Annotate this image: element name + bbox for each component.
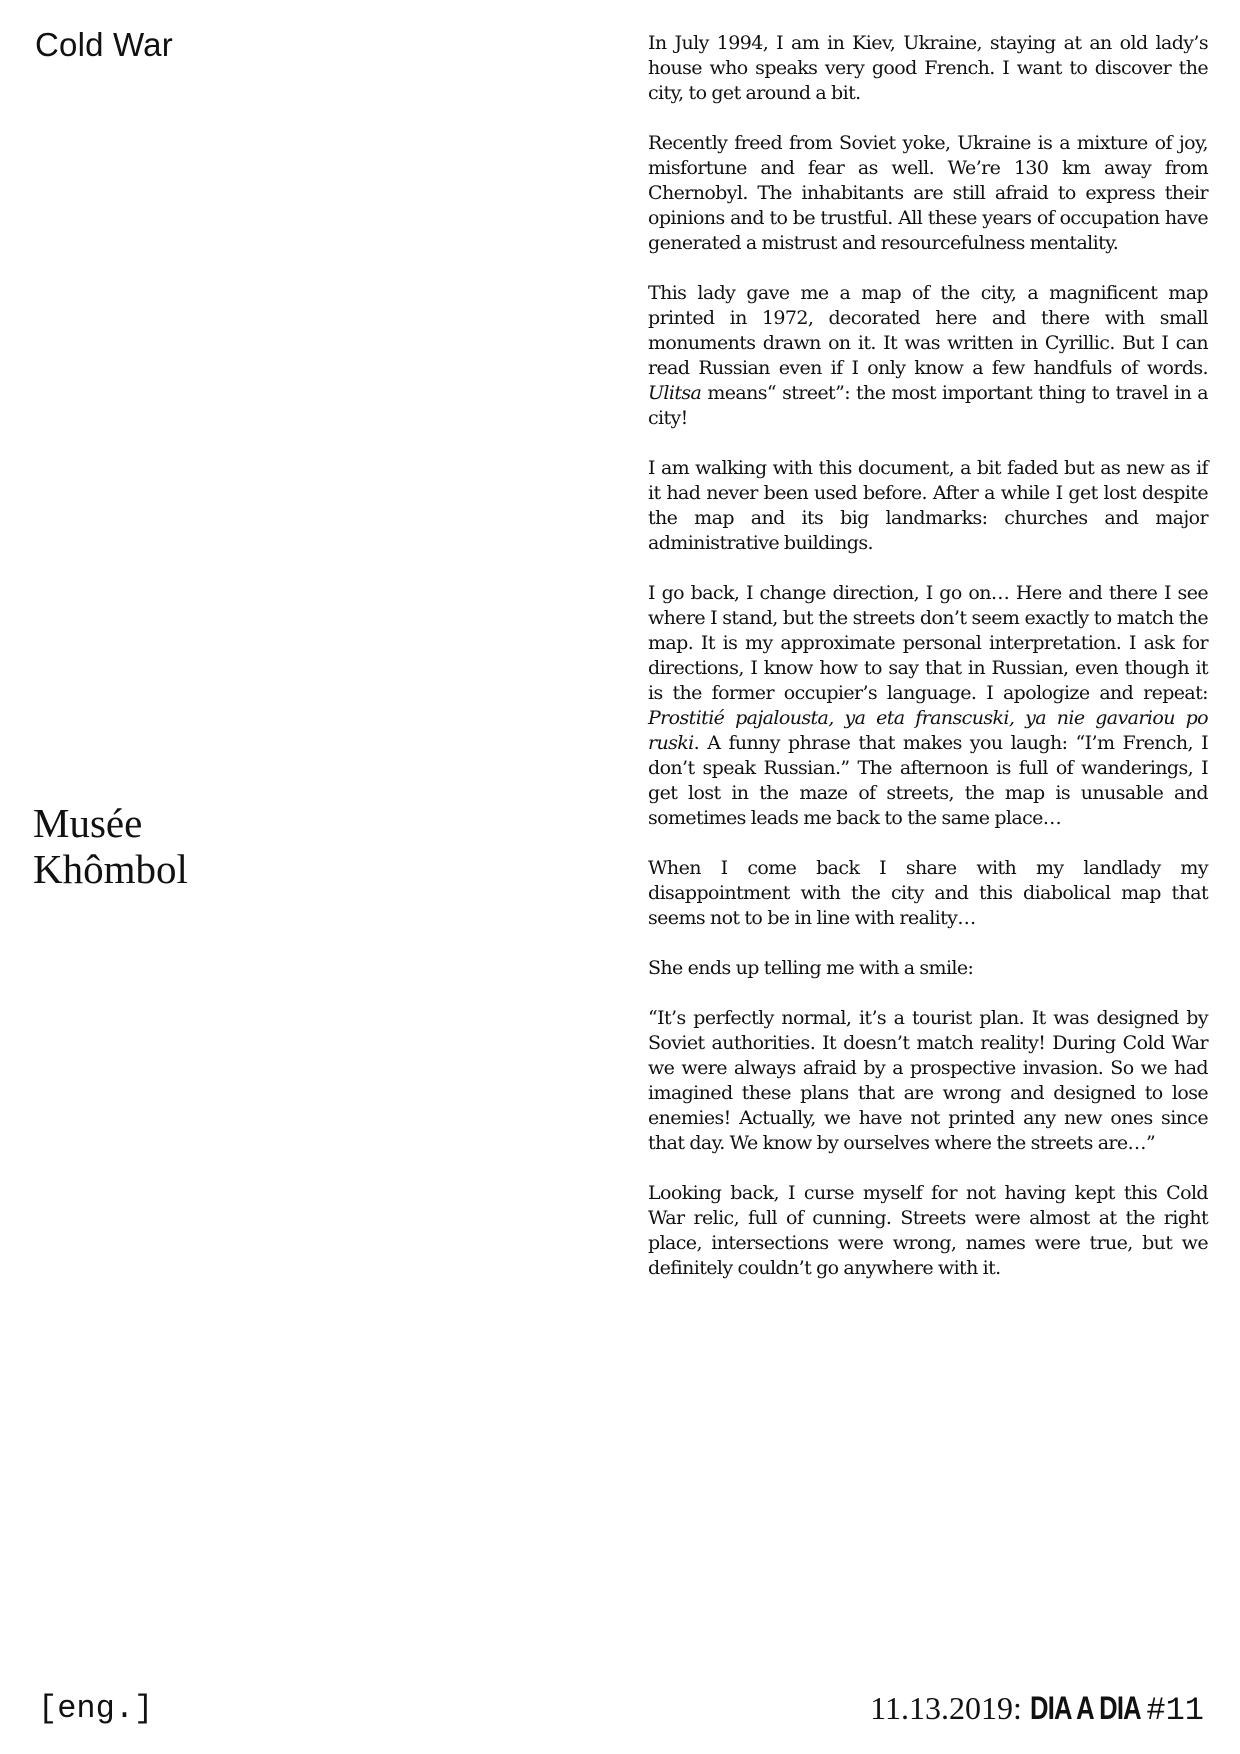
museum-name-line-1: Musée bbox=[33, 800, 143, 846]
footer-series: DIA A DIA bbox=[1029, 1690, 1141, 1726]
paragraph-9: Looking back, I curse myself for not having kept this Cold War relic, full of cunning. Streets were almost at the right place, intersections were wrong, names were true, but we definitely couldn’t go anywhere with it. bbox=[648, 1182, 1208, 1279]
paragraph-5-text-a: I go back, I change direction, I go on… Here and there I see where I stand, but the streets don’t seem exactly to match the map. It is my approximate personal interpretation. I ask for directions, I know how to say that in Russian, even though it is the former occupier’s language. I apologize and repeat: bbox=[648, 582, 1208, 704]
paragraph-3-italic: Ulitsa bbox=[648, 382, 702, 404]
paragraph-8: “It’s perfectly normal, it’s a tourist plan. It was designed by Soviet authorities. It doesn’t match reality! During Cold War we were always afraid by a prospective invasion. So we had imagined these plans that are wrong and designed to lose enemies! Actually, we have not printed any new ones since that day. We know by ourselves where the streets are…” bbox=[648, 1007, 1208, 1154]
footer-issue-line bbox=[870, 1690, 1204, 1729]
paragraph-5 bbox=[648, 581, 1208, 831]
paragraph-3 bbox=[648, 281, 1208, 431]
paragraph-2: Recently freed from Soviet yoke, Ukraine is a mixture of joy, misfortune and fear as well. We’re 130 km away from Chernobyl. The inhabitants are still afraid to express their opinions and to be trustful. All these years of occupation have generated a mistrust and resourcefulness mentality. bbox=[648, 132, 1208, 254]
footer-issue-number: #11 bbox=[1146, 1692, 1204, 1729]
museum-name-line-2: Khômbol bbox=[33, 846, 188, 892]
paragraph-3-text-b: means“ street”: the most important thing to travel in a city! bbox=[648, 382, 1208, 429]
article-body bbox=[648, 31, 1208, 1306]
paragraph-1: In July 1994, I am in Kiev, Ukraine, staying at an old lady’s house who speaks very good French. I want to discover the city, to get around a bit. bbox=[648, 32, 1208, 104]
page-title: Cold War bbox=[35, 26, 173, 63]
language-tag: [eng.] bbox=[38, 1690, 154, 1727]
paragraph-3-text-a: This lady gave me a map of the city, a magnificent map printed in 1972, decorated here and there with small monuments drawn on it. It was written in Cyrillic. But I can read Russian even if I only know a few handfuls of words. bbox=[648, 282, 1208, 379]
paragraph-5-text-b: . A funny phrase that makes you laugh: “I’m French, I don’t speak Russian.” The afternoon is full of wanderings, I get lost in the maze of streets, the map is unusable and sometimes leads me back to the same place… bbox=[648, 732, 1208, 829]
paragraph-6: When I come back I share with my landlady my disappointment with the city and this diabolical map that seems not to be in line with reality… bbox=[648, 857, 1208, 929]
paragraph-7: She ends up telling me with a smile: bbox=[648, 957, 974, 979]
paragraph-4: I am walking with this document, a bit faded but as new as if it had never been used before. After a while I get lost despite the map and its big landmarks: churches and major administrative buildings. bbox=[648, 457, 1208, 554]
footer-date: 11.13.2019: bbox=[870, 1690, 1030, 1726]
museum-name bbox=[33, 800, 188, 892]
paragraph-5-italic: Prostitié pajalousta, ya eta franscuski, ya nie gavariou po ruski bbox=[648, 707, 1208, 754]
